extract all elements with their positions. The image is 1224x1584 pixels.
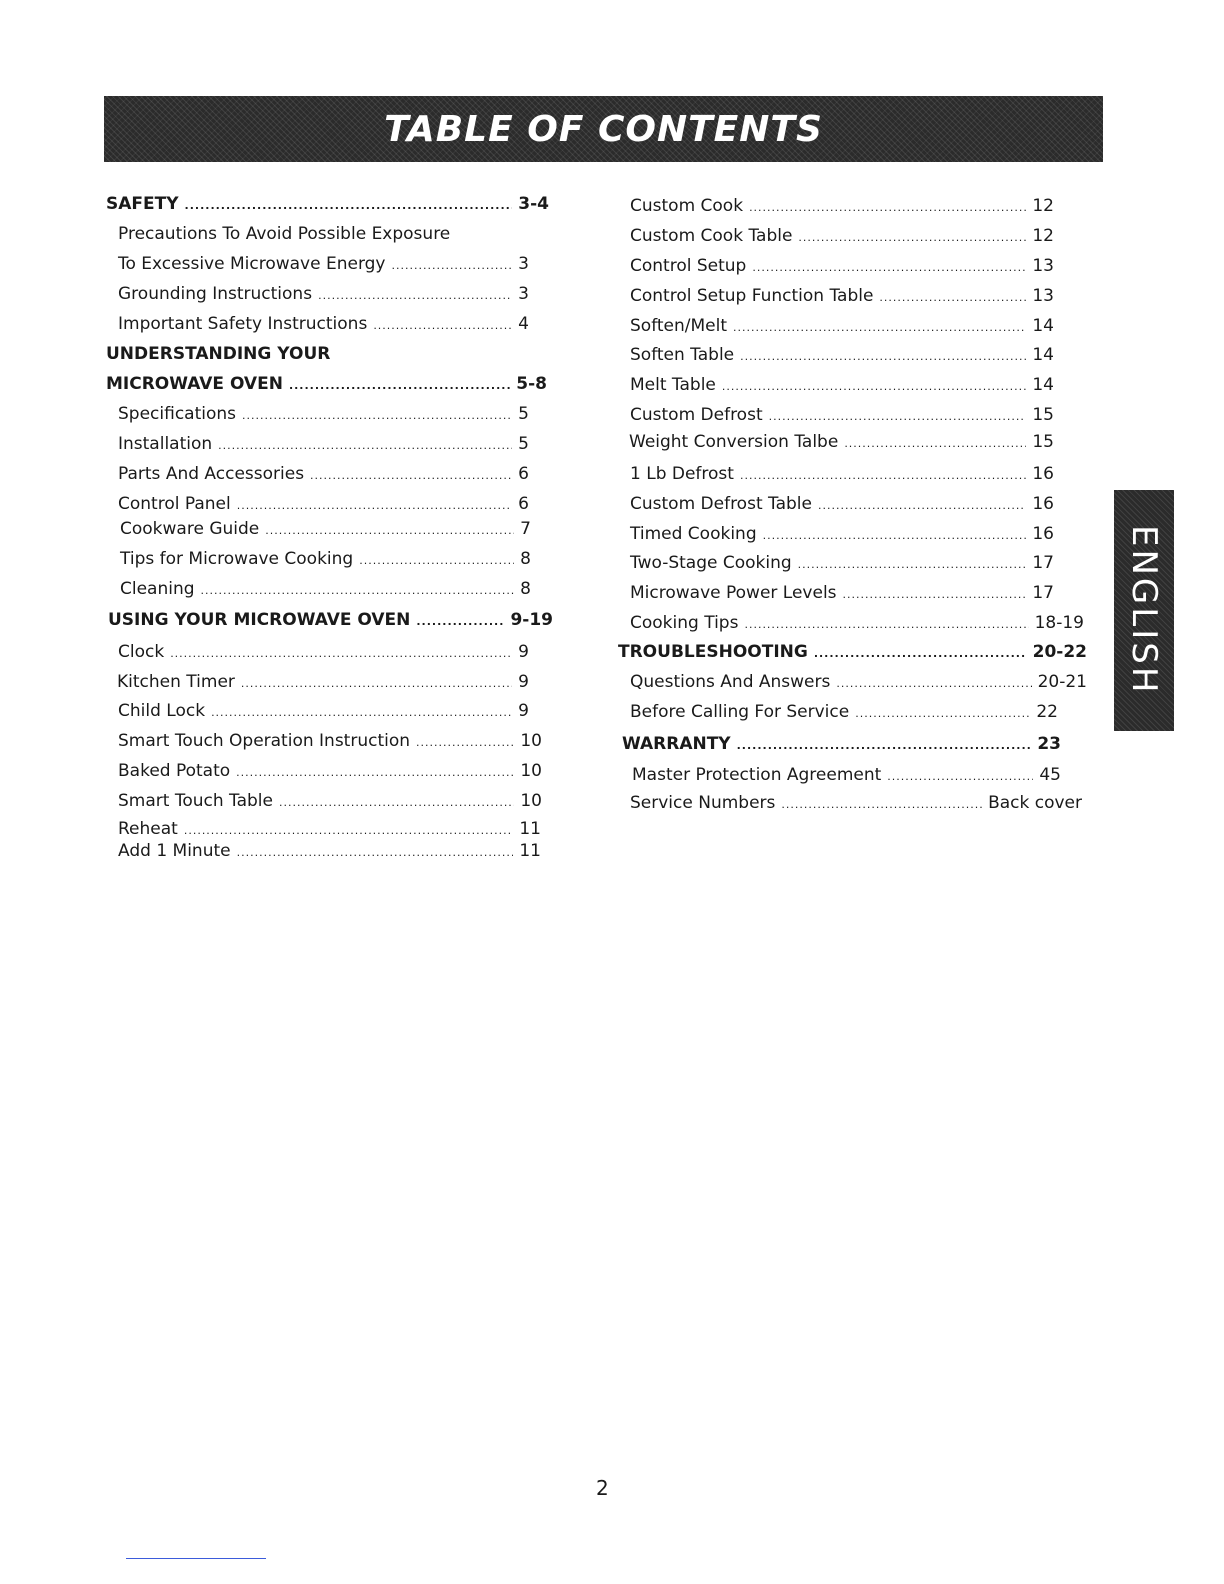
dot-leader [749, 197, 1026, 219]
dot-leader [236, 762, 514, 784]
toc-entry-title: Service Numbers [630, 793, 776, 813]
toc-entry [118, 433, 529, 457]
toc-entry-page: 23 [1037, 734, 1061, 754]
toc-entry-title: Custom Defrost Table [630, 494, 812, 514]
toc-entry [118, 700, 529, 724]
dot-leader [310, 465, 512, 487]
toc-entry-page: 10 [520, 731, 542, 751]
toc-entry-page: 20-21 [1037, 672, 1087, 692]
toc-entry-page: 22 [1036, 702, 1058, 722]
toc-entry [118, 283, 529, 307]
toc-entry-title: Cookware Guide [120, 519, 260, 539]
language-tab [1114, 490, 1174, 731]
toc-entry [630, 612, 1084, 636]
language-tab-label: ENGLISH [1124, 525, 1164, 696]
toc-entry-page: 16 [1032, 464, 1054, 484]
dot-leader [211, 702, 512, 724]
toc-entry-title: Installation [118, 434, 213, 454]
toc-entry-page: 16 [1032, 494, 1054, 514]
toc-entry-page: 4 [518, 314, 529, 334]
toc-entry [630, 404, 1054, 428]
toc-entry [117, 671, 529, 695]
toc-entry-page: 14 [1032, 345, 1054, 365]
toc-entry-title: Melt Table [630, 375, 716, 395]
toc-entry-page: 20-22 [1032, 642, 1087, 662]
dot-leader [844, 433, 1026, 455]
toc-entry-page: 16 [1032, 524, 1054, 544]
toc-entry-title: Before Calling For Service [630, 702, 850, 722]
toc-entry-title: Clock [118, 642, 165, 662]
toc-entry-page: 9 [518, 701, 529, 721]
toc-entry-title: Custom Cook [630, 196, 744, 216]
dot-leader [836, 673, 1031, 695]
toc-entry-page: Back cover [988, 793, 1082, 813]
toc-entry-page: 5-8 [516, 374, 547, 394]
toc-entry-page: 10 [520, 791, 542, 811]
dot-leader [241, 673, 512, 695]
dot-leader [740, 346, 1026, 368]
toc-entry-page: 3 [518, 254, 529, 274]
toc-entry-title: SAFETY [106, 194, 179, 214]
toc-entry [118, 760, 542, 784]
dot-leader [218, 435, 512, 457]
dot-leader [843, 584, 1027, 606]
dot-leader [237, 842, 514, 864]
toc-section-heading [106, 373, 547, 397]
toc-entry-page: 13 [1032, 286, 1054, 306]
toc-entry-title: Reheat [118, 819, 178, 839]
dot-leader [744, 614, 1028, 636]
toc-entry [632, 764, 1061, 788]
toc-entry-page: 17 [1032, 553, 1054, 573]
toc-entry-title: Smart Touch Table [118, 791, 273, 811]
toc-entry [630, 255, 1054, 279]
toc-entry-title: Cleaning [120, 579, 195, 599]
toc-entry [630, 374, 1054, 398]
toc-entry-title: Control Setup Function Table [630, 286, 874, 306]
toc-entry [118, 403, 529, 427]
toc-entry [630, 285, 1054, 309]
toc-entry-title: MICROWAVE OVEN [106, 374, 283, 394]
toc-entry-title: Microwave Power Levels [630, 583, 837, 603]
toc-entry [118, 493, 529, 517]
page-number: 2 [596, 1476, 609, 1500]
toc-entry-title: Soften/Melt [630, 316, 728, 336]
toc-entry-title: USING YOUR MICROWAVE OVEN [108, 610, 411, 630]
toc-entry [630, 195, 1054, 219]
dot-leader [763, 525, 1027, 547]
dot-leader [391, 255, 512, 277]
toc-entry-title: Cooking Tips [630, 613, 739, 633]
dot-leader [722, 376, 1026, 398]
toc-entry [120, 548, 531, 572]
dot-leader [184, 820, 514, 842]
dot-leader [416, 611, 504, 633]
toc-entry-page: 12 [1032, 226, 1054, 246]
dot-leader [740, 465, 1026, 487]
toc-entry-title: Parts And Accessories [118, 464, 305, 484]
toc-entry-title: Specifications [118, 404, 237, 424]
dot-leader [879, 287, 1026, 309]
toc-entry-page: 3-4 [518, 194, 549, 214]
toc-entry-title: Weight Conversion Talbe [629, 432, 839, 452]
toc-entry-page: 7 [520, 519, 531, 539]
toc-entry-title: Grounding Instructions [118, 284, 313, 304]
toc-entry-page: 8 [520, 579, 531, 599]
dot-leader [185, 195, 513, 217]
toc-entry-page: 14 [1032, 316, 1054, 336]
toc-entry-page: 9-19 [510, 610, 553, 630]
dot-leader [416, 732, 514, 754]
toc-entry-title: Kitchen Timer [117, 672, 235, 692]
toc-entry [630, 493, 1054, 517]
dot-leader [265, 520, 514, 542]
toc-entry-title: Precautions To Avoid Possible Exposure [118, 224, 451, 244]
toc-entry-title: Custom Cook Table [630, 226, 793, 246]
toc-entry [120, 578, 531, 602]
toc-entry-page: 5 [518, 404, 529, 424]
toc-entry-page: 6 [518, 494, 529, 514]
toc-entry [630, 463, 1054, 487]
toc-entry-page: 10 [520, 761, 542, 781]
toc-entry [118, 840, 541, 864]
toc-entry [630, 225, 1054, 249]
toc-section-heading [108, 609, 553, 633]
toc-entry-page: 6 [518, 464, 529, 484]
toc-entry-title: Child Lock [118, 701, 206, 721]
page-title: TABLE OF CONTENTS [384, 108, 823, 150]
toc-entry-page: 11 [519, 841, 541, 861]
dot-leader [170, 643, 512, 665]
toc-entry-page: 15 [1032, 432, 1054, 452]
toc-entry [630, 582, 1054, 606]
dot-leader [752, 257, 1026, 279]
dot-leader [318, 285, 512, 307]
dot-leader [798, 554, 1027, 576]
toc-entry-title: Timed Cooking [630, 524, 757, 544]
toc-entry-title: WARRANTY [622, 734, 731, 754]
toc-entry [118, 313, 529, 337]
dot-leader [242, 405, 512, 427]
footer-rule [126, 1558, 266, 1559]
toc-entry [118, 790, 542, 814]
toc-entry-page: 11 [519, 819, 541, 839]
dot-leader [289, 375, 510, 397]
toc-entry [118, 463, 529, 487]
toc-entry-title: Soften Table [630, 345, 735, 365]
dot-leader [769, 406, 1027, 428]
toc-section-heading [618, 641, 1087, 665]
dot-leader [733, 317, 1026, 339]
toc-entry-title: Smart Touch Operation Instruction [118, 731, 411, 751]
toc-entry [630, 552, 1054, 576]
toc-entry-title: To Excessive Microwave Energy [118, 254, 386, 274]
dot-leader [818, 495, 1026, 517]
toc-entry-title: Tips for Microwave Cooking [120, 549, 354, 569]
dot-leader [359, 550, 514, 572]
toc-entry [118, 730, 542, 754]
toc-entry-title: TROUBLESHOOTING [618, 642, 808, 662]
toc-entry [630, 315, 1054, 339]
title-banner [104, 96, 1103, 162]
dot-leader [737, 735, 1032, 757]
dot-leader [887, 766, 1033, 788]
toc-entry-title: Control Panel [118, 494, 231, 514]
toc-entry-title: Master Protection Agreement [632, 765, 882, 785]
toc-entry [630, 671, 1087, 695]
dot-leader [855, 703, 1030, 725]
toc-entry-page: 17 [1032, 583, 1054, 603]
toc-entry-page: 13 [1032, 256, 1054, 276]
toc-entry [629, 431, 1054, 455]
dot-leader [373, 315, 512, 337]
toc-entry [118, 641, 529, 665]
toc-entry-page: 12 [1032, 196, 1054, 216]
toc-entry [118, 818, 541, 842]
toc-entry-page: 45 [1039, 765, 1061, 785]
toc-entry-title: Add 1 Minute [118, 841, 231, 861]
dot-leader [279, 792, 514, 814]
toc-entry-page: 9 [518, 642, 529, 662]
toc-entry-title: Two-Stage Cooking [630, 553, 792, 573]
toc-entry [630, 701, 1058, 725]
dot-leader [814, 643, 1027, 665]
toc-entry-page: 8 [520, 549, 531, 569]
toc-entry-page: 3 [518, 284, 529, 304]
toc-entry-page: 18-19 [1034, 613, 1084, 633]
toc-entry [120, 518, 531, 542]
toc-entry-title: Control Setup [630, 256, 747, 276]
toc-section-heading [622, 733, 1061, 757]
toc-entry [118, 253, 529, 277]
dot-leader [798, 227, 1026, 249]
toc-entry-title: Important Safety Instructions [118, 314, 368, 334]
toc-entry [118, 223, 450, 245]
toc-entry-title: Baked Potato [118, 761, 231, 781]
toc-entry-page: 9 [518, 672, 529, 692]
toc-entry-page: 15 [1032, 405, 1054, 425]
toc-section-heading [106, 343, 330, 365]
toc-entry-page: 5 [518, 434, 529, 454]
toc-entry [630, 792, 1082, 816]
dot-leader [781, 794, 982, 816]
toc-entry-page: 14 [1032, 375, 1054, 395]
dot-leader [201, 580, 515, 602]
dot-leader [237, 495, 512, 517]
toc-entry-title: 1 Lb Defrost [630, 464, 734, 484]
toc-section-heading [106, 193, 549, 217]
toc-entry-title: Questions And Answers [630, 672, 831, 692]
toc-entry-title: UNDERSTANDING YOUR [106, 344, 331, 364]
toc-entry-title: Custom Defrost [630, 405, 763, 425]
toc-entry [630, 523, 1054, 547]
toc-entry [630, 344, 1054, 368]
